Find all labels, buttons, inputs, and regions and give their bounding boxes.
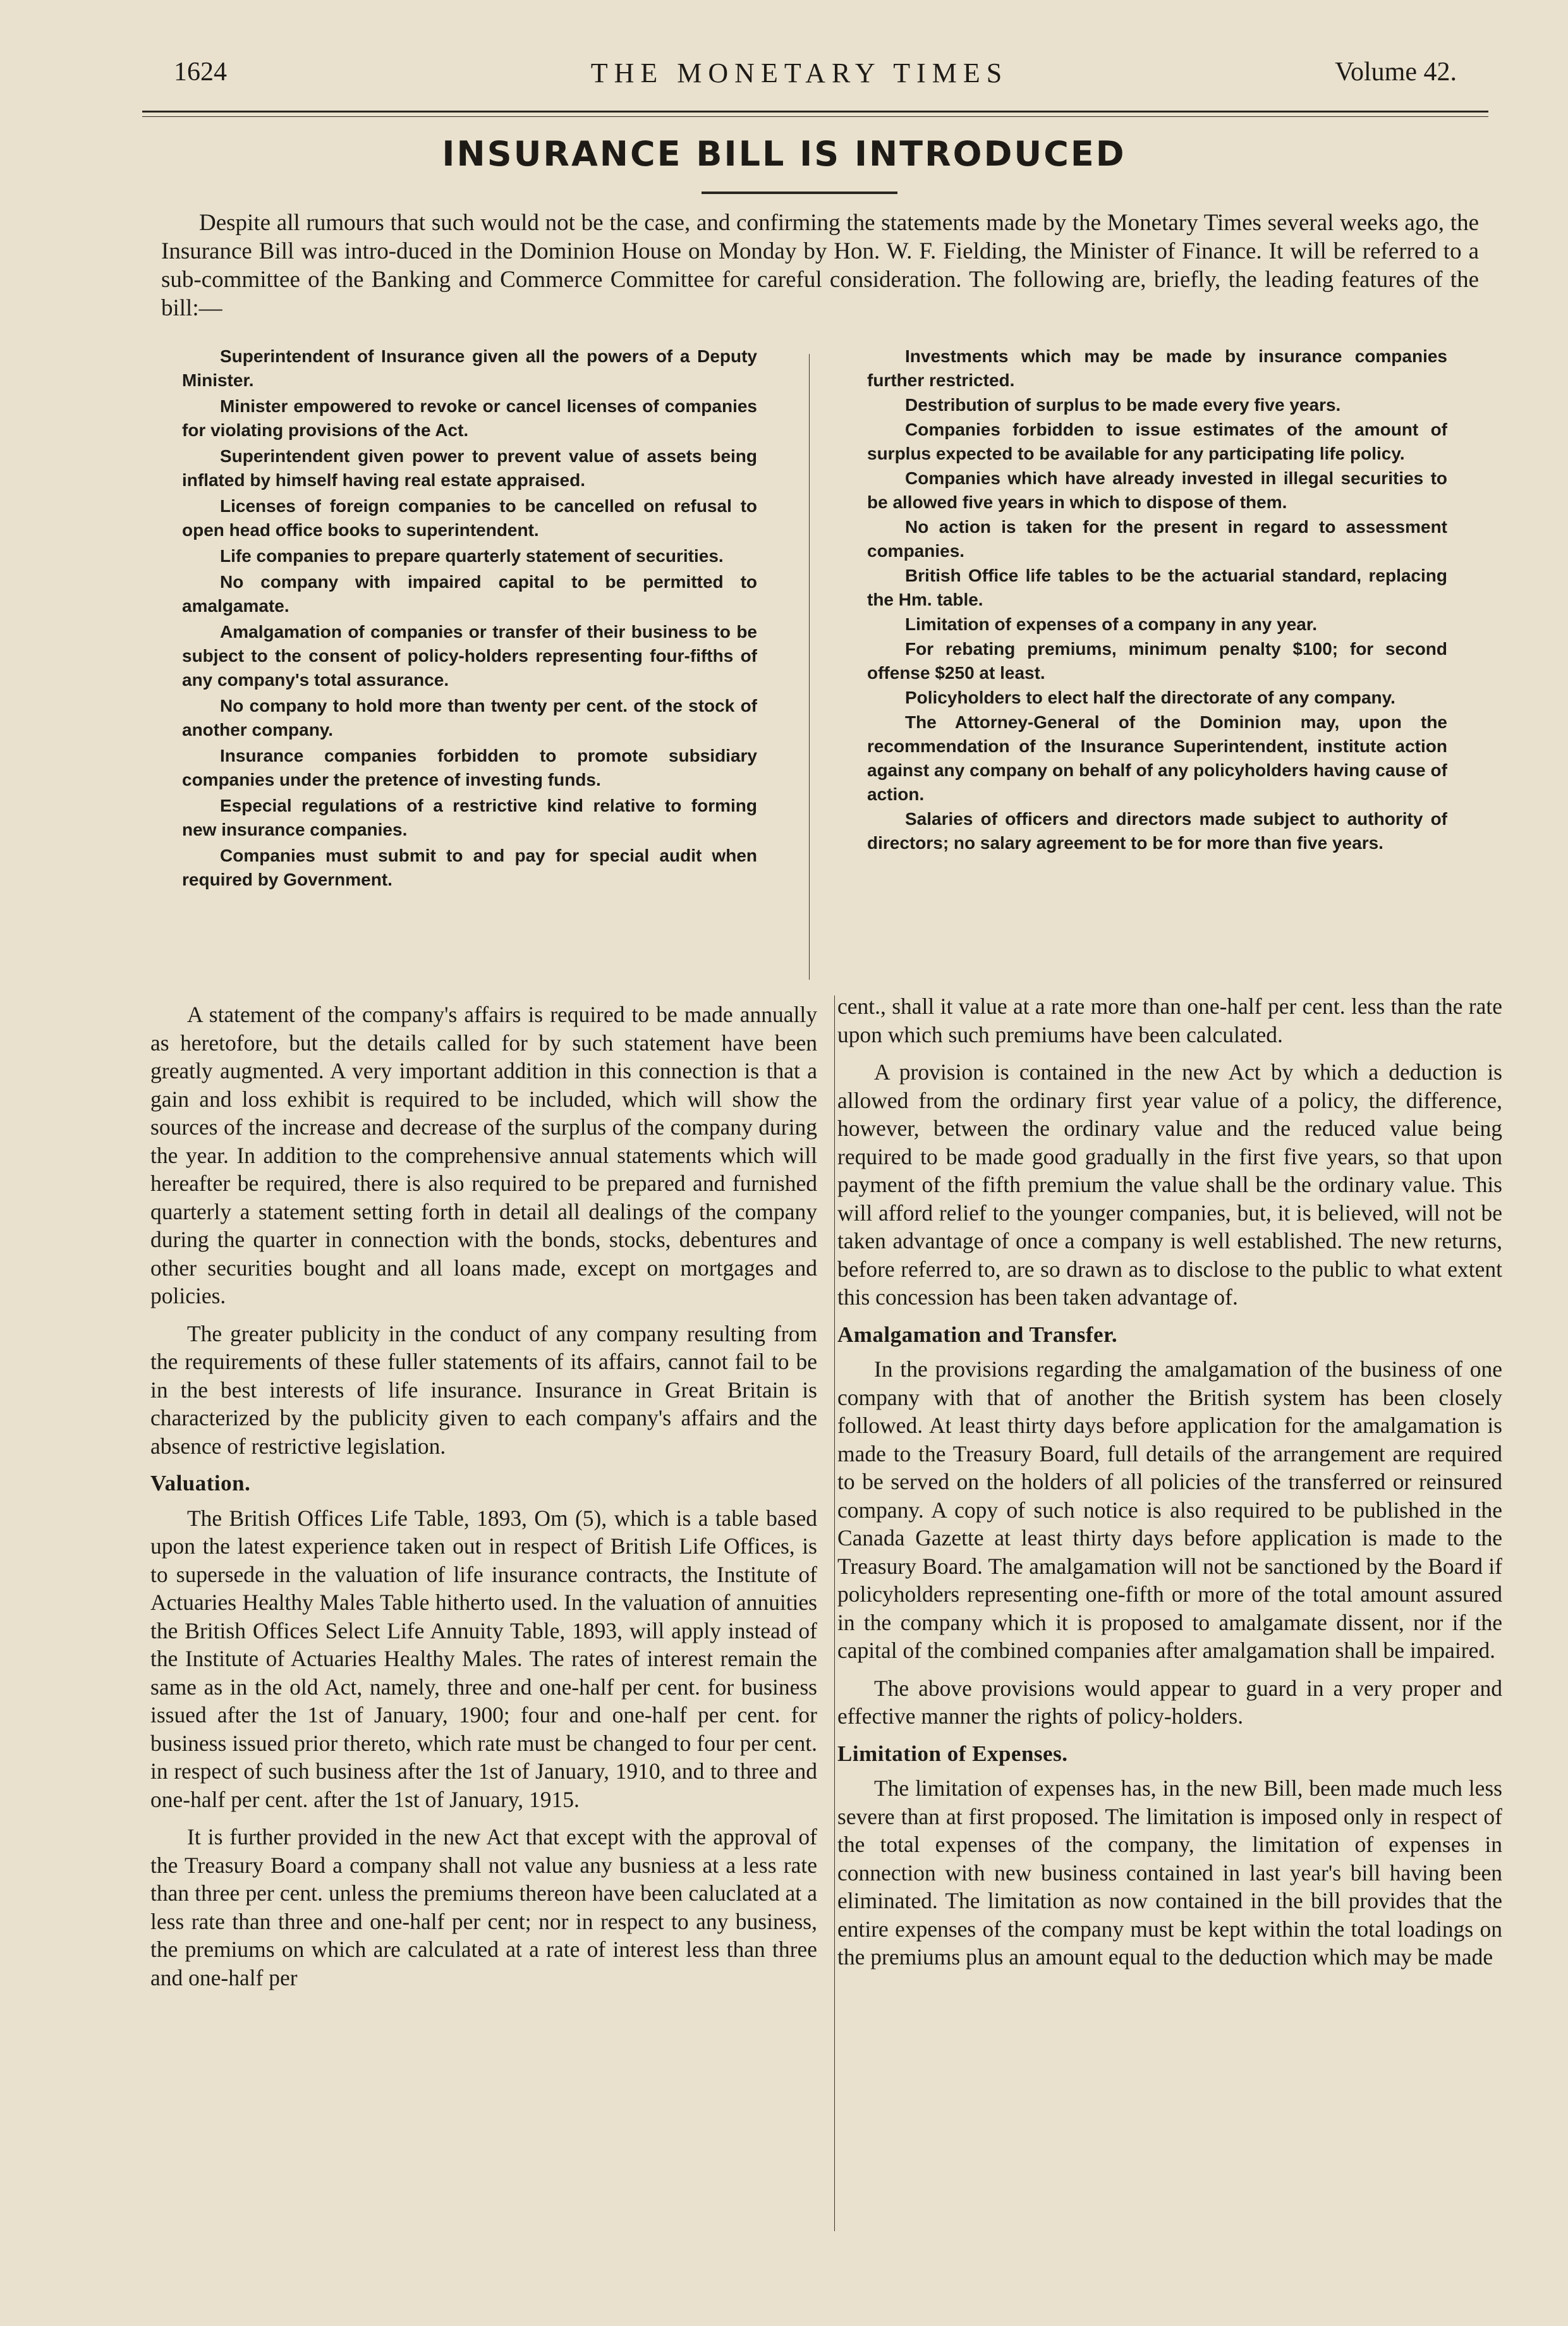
summary-item: For rebating premiums, minimum penalty $100; for second offense $250 at least. <box>867 639 1447 683</box>
body-paragraph: In the provisions regarding the amalgamation of the business of one company with that of another the British system has been closely followed. At least thirty days before application for the amalgamation is made to the Treasury Board, full details of the arrangement are required to be served on the holders of all policies of the transferred or reinsured company. A copy of such notice is also required to be published in the Canada Gazette at least thirty days before application is made to the Treasury Board. The amalgamation will not be sanctioned by the Board if policyholders representing one-fifth or more of the total amount assured in the company which it is proposed to amalgamate dissent, nor if the capital of the combined companies after amalgamation shall be impaired. <box>837 1356 1502 1663</box>
summary-right-column <box>867 344 1447 856</box>
running-header <box>142 57 1457 101</box>
summary-item: Insurance companies forbidden to promote subsidiary companies under the pretence of investing funds. <box>182 746 757 789</box>
summary-item: British Office life tables to be the actuarial standard, replacing the Hm. table. <box>867 566 1447 609</box>
summary-item: The Attorney-General of the Dominion may, upon the recommendation of the Insurance Superintendent, institute action against any company on behalf of any policyholders having cause of action. <box>867 712 1447 804</box>
summary-item: Life companies to prepare quarterly statement of securities. <box>220 546 724 566</box>
summary-item: No company with impaired capital to be permitted to amalgamate. <box>182 572 757 616</box>
summary-item: Especial regulations of a restrictive kind relative to forming new insurance companies. <box>182 796 757 839</box>
page-number: 1624 <box>174 58 227 87</box>
section-heading-limitation: Limitation of Expenses. <box>837 1741 1068 1766</box>
summary-item: Limitation of expenses of a company in any year. <box>905 614 1317 634</box>
body-paragraph: A provision is contained in the new Act by which a deduction is allowed from the ordinary first year value of a policy, the difference, however, between the ordinary value and the reduced value being required to be made good gradually in the first five years, so that upon payment of the fifth premium the value shall be the ordinary value. This will afford relief to the younger companies, but, it is believed, will not be taken advantage of once a company is well established. The new returns, before referred to, are so drawn as to disclose to the public to what extent this concession has been taken advantage of. <box>837 1059 1502 1310</box>
summary-item: Policyholders to elect half the directorate of any company. <box>905 688 1395 707</box>
summary-item: Licenses of foreign companies to be cancelled on refusal to open head office books to superintendent. <box>182 496 757 540</box>
summary-item: Superintendent given power to prevent value of assets being inflated by himself having real estate appraised. <box>182 446 757 490</box>
body-right-column <box>837 992 1502 1981</box>
title-underline <box>702 192 897 194</box>
body-paragraph: The greater publicity in the conduct of any company resulting from the requirements of these fuller statements of its affairs, cannot fail to be in the best interests of life insurance. Insurance in Great Britain is characterized by the publicity given to each company's affairs and the absence of restrictive legislation. <box>150 1320 817 1459</box>
article-intro: Despite all rumours that such would not be the case, and confirming the statements made by the Monetary Times several weeks ago, the Insurance Bill was intro-duced in the Dominion House on Monday by Hon. W. F. Fielding, the Minister of Finance. It will be referred to a sub-committee of the Banking and Commerce Committee for careful consideration. The following are, briefly, the leading features of the bill:— <box>161 210 1479 321</box>
summary-item: Destribution of surplus to be made every five years. <box>905 395 1341 415</box>
column-divider-bottom <box>834 996 835 2231</box>
summary-item: No company to hold more than twenty per cent. of the stock of another company. <box>182 696 757 740</box>
summary-item: Companies must submit to and pay for special audit when required by Government. <box>182 846 757 889</box>
section-heading-valuation: Valuation. <box>150 1471 251 1495</box>
summary-item: Companies forbidden to issue estimates of the amount of surplus expected to be available for any participating life policy. <box>867 420 1447 463</box>
summary-item: No action is taken for the present in regard to assessment companies. <box>867 517 1447 561</box>
summary-item: Superintendent of Insurance given all the powers of a Deputy Minister. <box>182 346 757 390</box>
journal-title: THE MONETARY TIMES <box>590 58 1009 88</box>
summary-item: Amalgamation of companies or transfer of their business to be subject to the consent of policy-holders representing four-fifths of any company's total assurance. <box>182 622 757 690</box>
summary-left-column <box>182 344 757 894</box>
summary-item: Minister empowered to revoke or cancel licenses of companies for violating provisions of the Act. <box>182 396 757 440</box>
body-paragraph: The British Offices Life Table, 1893, Om (5), which is a table based upon the latest experience taken out in respect of British Life Offices, is to supersede in the valuation of life insurance contracts, the Institute of Actuaries Healthy Males Table hitherto used. In the valuation of annuities the British Offices Select Life Annuity Table, 1893, will apply instead of the Institute of Actuaries Healthy Males. The rates of interest remain the same as in the old Act, namely, three and one-half per cent. for business issued after the 1st of January, 1900; four and one-half per cent. for business issued prior thereto, which rate must be changed to four per cent. in respect of such business after the 1st of January, 1910, and to three and one-half per cent. after the 1st of January, 1915. <box>150 1505 817 1812</box>
body-paragraph: cent., shall it value at a rate more than one-half per cent. less than the rate upon which such premiums have been calculated. <box>837 994 1502 1047</box>
column-divider-top <box>809 354 810 980</box>
summary-item: Salaries of officers and directors made subject to authority of directors; no salary agreement to be for more than five years. <box>867 809 1447 853</box>
summary-item: Investments which may be made by insurance companies further restricted. <box>867 346 1447 390</box>
body-paragraph: A statement of the company's affairs is required to be made annually as heretofore, but the details called for by such statement have been greatly augmented. A very important addition in this connection is that a gain and loss exhibit is required to be included, which will show the sources of the increase and decrease of the surplus of the company during the year. In addition to the comprehensive annual statements which will hereafter be required, there is also required to be prepared and furnished quarterly a statement setting forth in detail all dealings of the company during the quarter in connection with the bonds, stocks, debentures and other securities bought and all loans made, except on mortgages and policies. <box>150 1002 817 1308</box>
body-left-column <box>150 1001 817 2001</box>
body-paragraph: It is further provided in the new Act that except with the approval of the Treasury Board a company shall not value any busniess at a less rate than three per cent. unless the premiums thereon have been caluclated at a less rate than three and one-half per cent; nor in respect to any business, the premiums on which are calculated at a rate of interest less than three and one-half per <box>150 1824 817 1990</box>
article-title: INSURANCE BILL IS INTRODUCED <box>442 134 1126 174</box>
header-rule-thin <box>142 116 1488 117</box>
header-rule-thick <box>142 111 1488 113</box>
summary-item: Companies which have already invested in illegal securities to be allowed five years in which to dispose of them. <box>867 468 1447 512</box>
body-paragraph: The limitation of expenses has, in the new Bill, been made much less severe than at first proposed. The limitation is imposed only in respect of the total expenses of the company, the limitation of expenses in connection with new business contained in last year's bill having been eliminated. The limitation as now contained in the bill provides that the entire expenses of the company must be kept within the total loadings on the premiums plus an amount equal to the deduction which may be made <box>837 1775 1502 1970</box>
volume-label: Volume 42. <box>1335 58 1457 87</box>
body-paragraph: The above provisions would appear to guard in a very proper and effective manner the rights of policy-holders. <box>837 1675 1502 1729</box>
section-heading-amalgamation: Amalgamation and Transfer. <box>837 1322 1118 1347</box>
